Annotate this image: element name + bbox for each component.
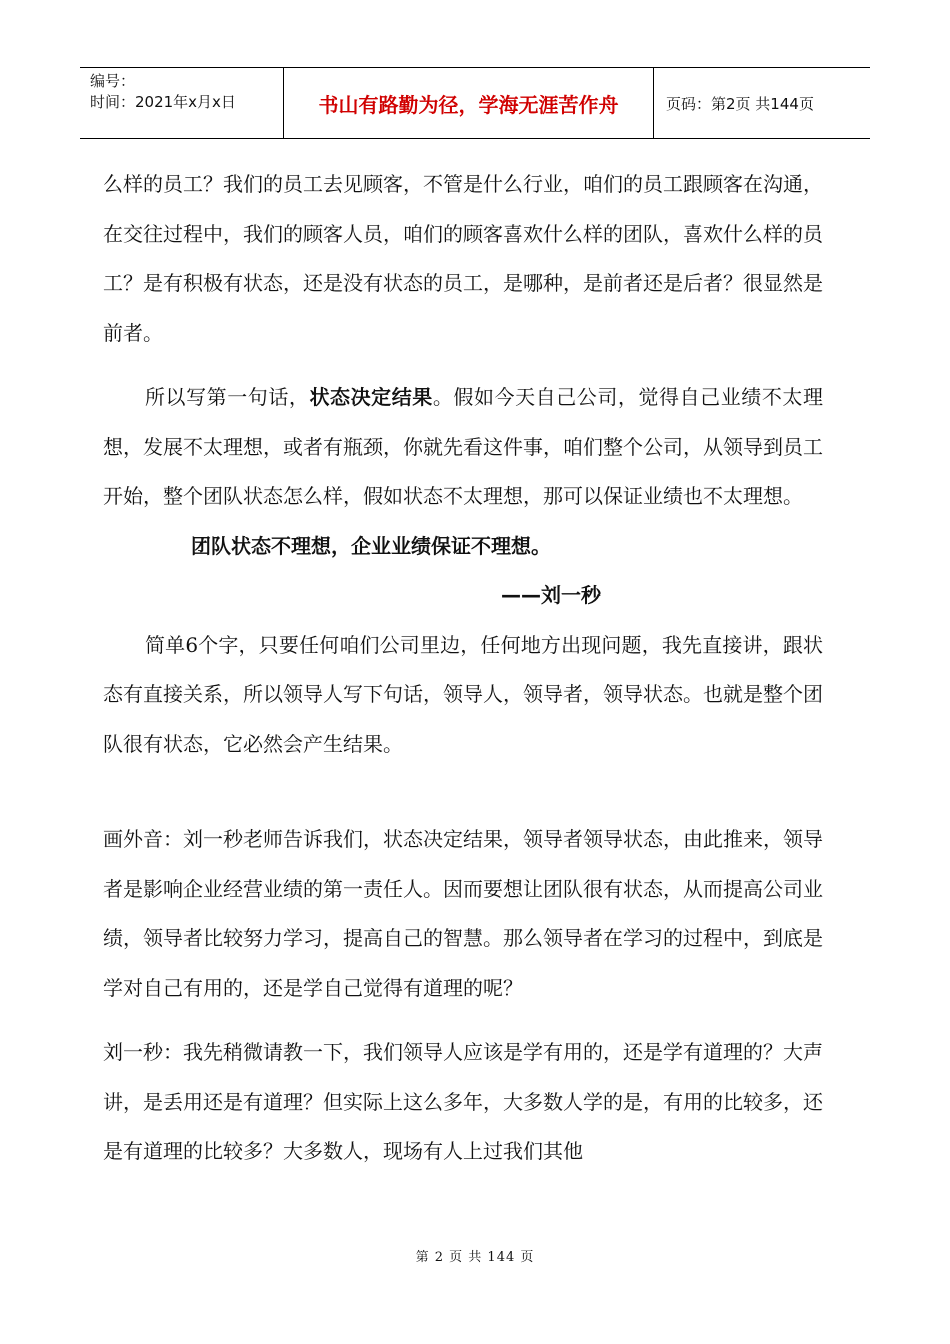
page-header bbox=[80, 67, 870, 139]
quote-author: ——刘一秒 bbox=[501, 583, 601, 607]
paragraph-1: 么样的员工？我们的员工去见顾客，不管是什么行业，咱们的员工跟顾客在沟通，在交往过程中，我们的顾客人员，咱们的顾客喜欢什么样的团队，喜欢什么样的员工？是有积极有状态，还是没有状态的员工，是哪种，是前者还是后者？很显然是前者。 bbox=[103, 172, 823, 345]
time-label: 时间：2021年x月x日 bbox=[90, 93, 236, 111]
document-body bbox=[103, 160, 823, 1177]
quote-text: 团队状态不理想，企业业绩保证不理想。 bbox=[191, 533, 551, 558]
key-phrase: 状态决定结果 bbox=[309, 385, 433, 409]
page-footer: 第 2 页 共 144 页 bbox=[415, 1250, 535, 1265]
header-page-info: 页码：第2页 共144页 bbox=[666, 94, 814, 113]
paragraph-3: 简单6个字，只要任何咱们公司里边，任何地方出现问题，我先直接讲，跟状态有直接关系，所以领导人写下句话，领导人，领导者，领导状态。也就是整个团队很有状态，它必然会产生结果。 bbox=[103, 632, 823, 756]
paragraph-5: 刘一秒：我先稍微请教一下，我们领导人应该是学有用的，还是学有道理的？大声讲，是丢用还是有道理？但实际上这么多年，大多数人学的是，有用的比较多，还是有道理的比较多？大多数人，现场有人上过我们其他 bbox=[103, 1040, 823, 1163]
header-meta bbox=[80, 68, 284, 138]
header-motto: 书山有路勤为径，学海无涯苦作舟 bbox=[284, 68, 654, 138]
paragraph-2-rest: 。假如今天自己公司，觉得自己业绩不太理想，发展不太理想，或者有瓶颈，你就先看这件事，咱们整个公司，从领导到员工开始，整个团队状态怎么样，假如状态不太理想，那可以保证业绩也不太理想。 bbox=[103, 385, 823, 508]
number-label: 编号： bbox=[90, 72, 136, 90]
paragraph-2 bbox=[103, 373, 823, 522]
paragraph-4: 画外音：刘一秒老师告诉我们，状态决定结果，领导者领导状态，由此推来，领导者是影响企业经营业绩的第一责任人。因而要想让团队很有状态，从而提高公司业绩，领导者比较努力学习，提高自己的智慧。那么领导者在学习的过程中，到底是学对自己有用的，还是学自己觉得有道理的呢？ bbox=[103, 827, 823, 1000]
paragraph-2-start: 所以写第一句话， bbox=[145, 385, 310, 409]
